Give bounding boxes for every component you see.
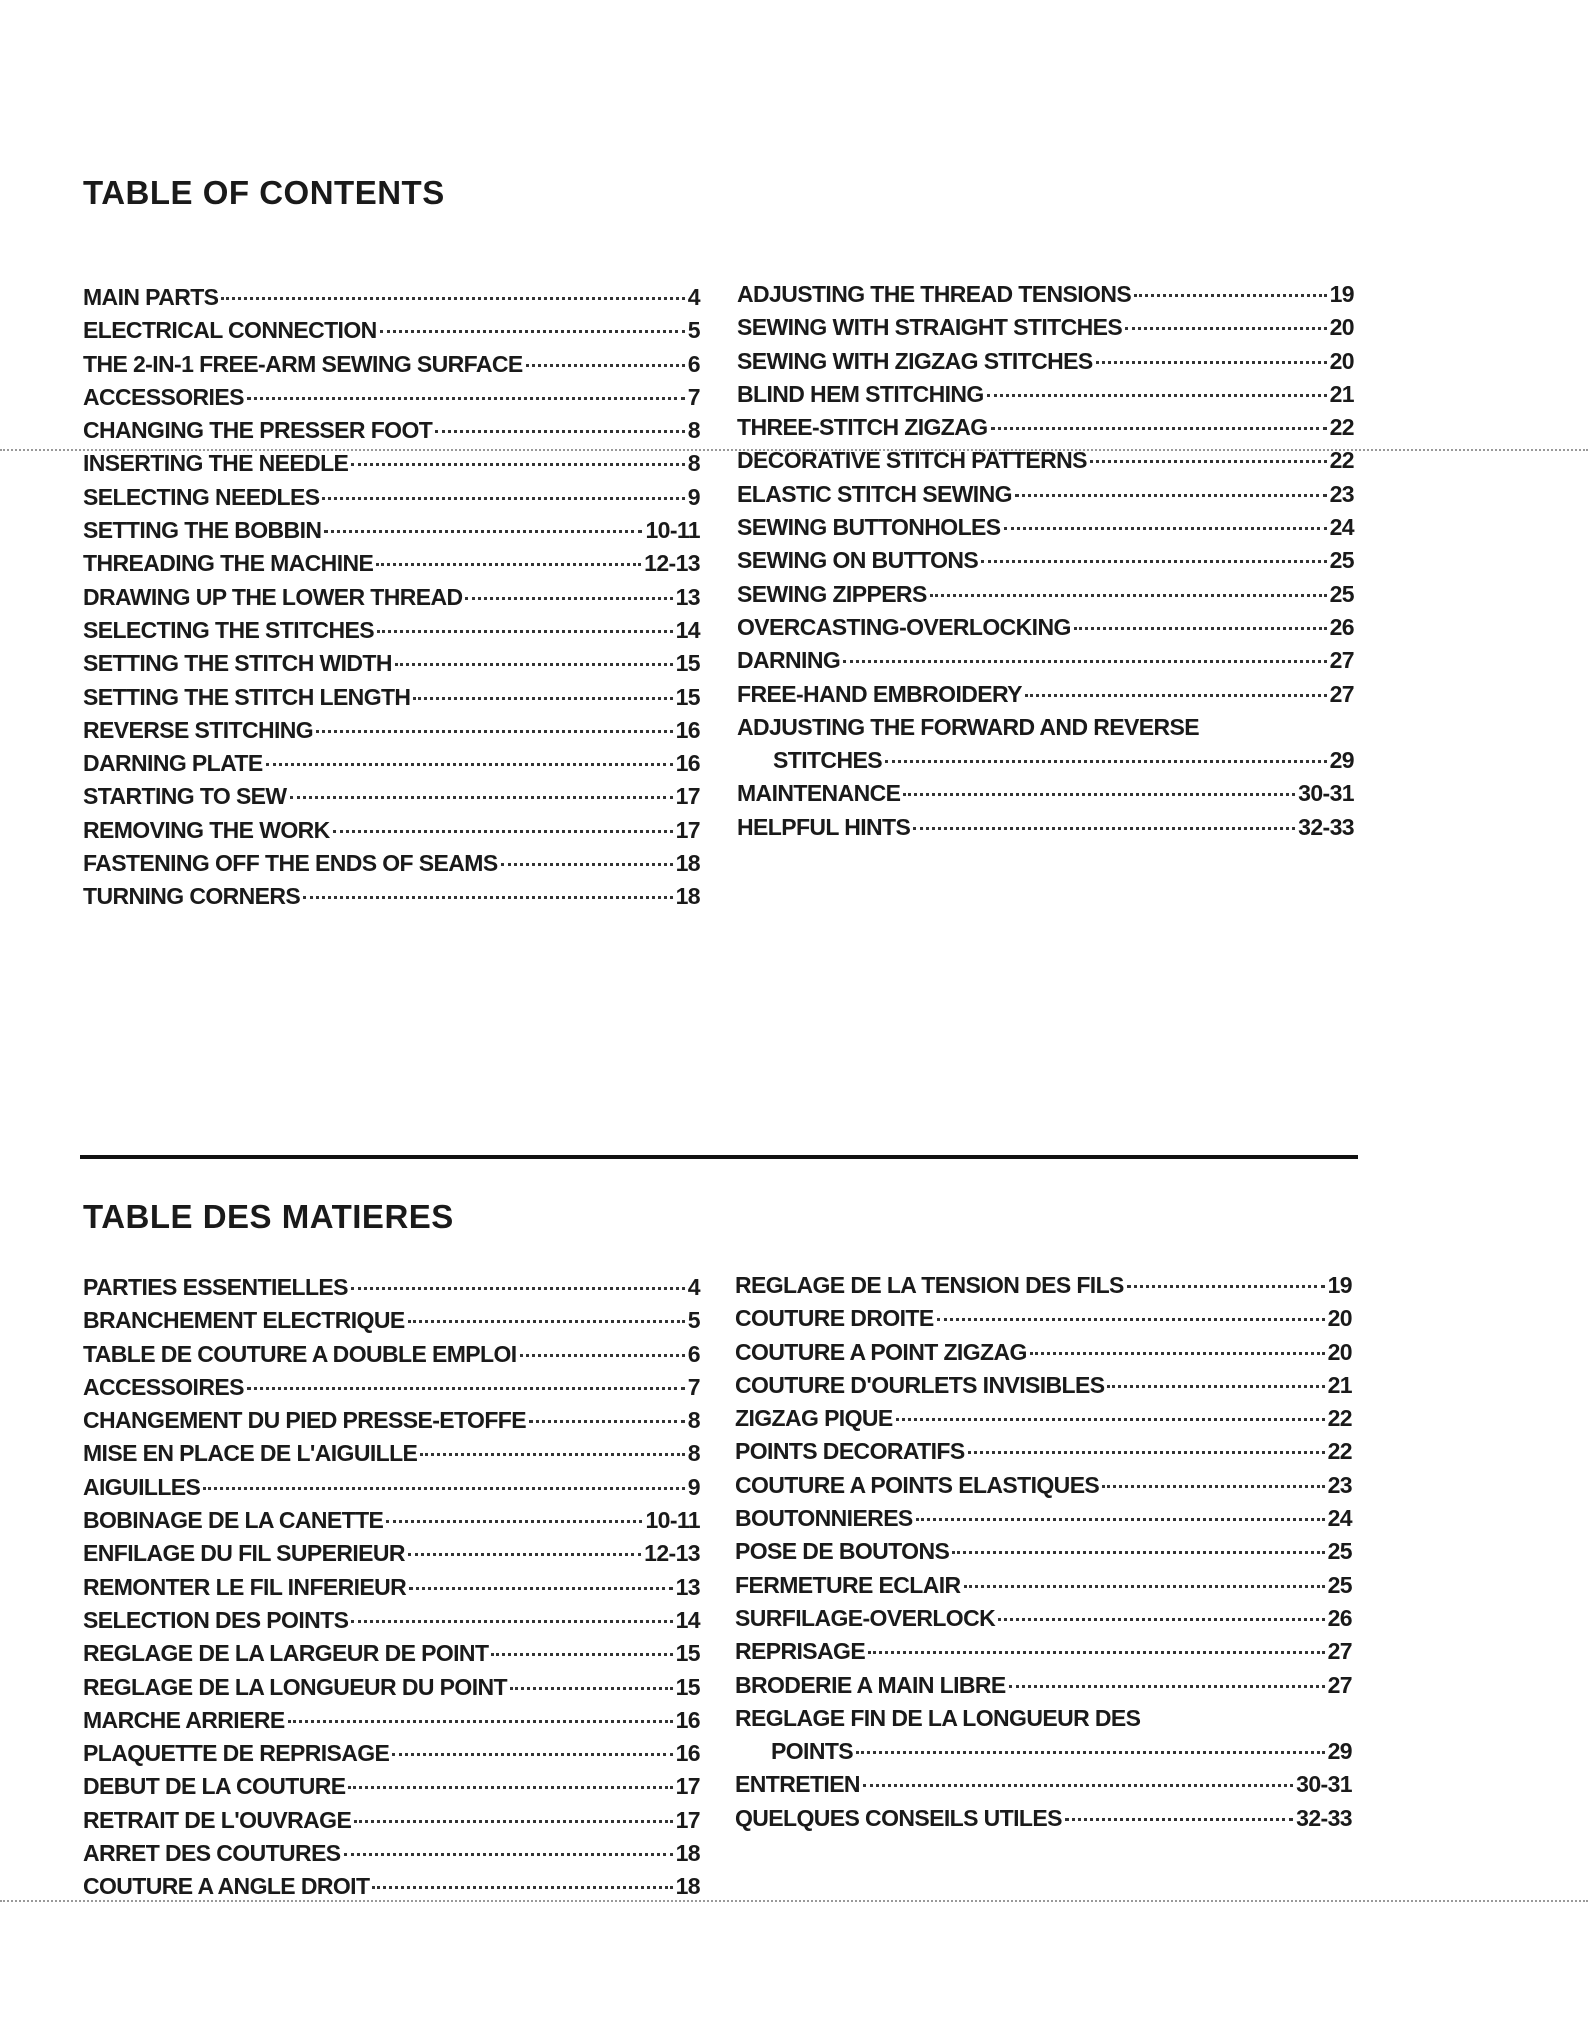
dot-leader bbox=[937, 1318, 1325, 1321]
toc-entry-page: 9 bbox=[687, 1473, 700, 1500]
dot-leader bbox=[290, 796, 673, 799]
dot-leader bbox=[386, 1520, 642, 1523]
toc-entry-page: 18 bbox=[675, 850, 700, 877]
toc-entry-page: 21 bbox=[1327, 1371, 1352, 1398]
toc-entry[interactable] bbox=[735, 1305, 1352, 1338]
toc-entry-page: 30-31 bbox=[1296, 1771, 1352, 1798]
toc-entry-page: 8 bbox=[687, 417, 700, 444]
toc-entry-label: REPRISAGE bbox=[735, 1638, 866, 1665]
toc-entry[interactable] bbox=[737, 614, 1354, 647]
dot-leader bbox=[322, 497, 684, 500]
dot-leader bbox=[930, 594, 1327, 597]
toc-entry[interactable] bbox=[735, 1272, 1352, 1305]
toc-entry[interactable] bbox=[83, 1807, 700, 1840]
toc-entry-page: 25 bbox=[1329, 547, 1354, 574]
dot-leader bbox=[991, 427, 1327, 430]
toc-entry-label: SETTING THE STITCH LENGTH bbox=[83, 683, 411, 710]
toc-entry-label: COUTURE A POINTS ELASTIQUES bbox=[735, 1471, 1100, 1498]
toc-entry-label: FERMETURE ECLAIR bbox=[735, 1571, 961, 1598]
dot-leader bbox=[916, 1518, 1325, 1521]
toc-entry[interactable] bbox=[737, 414, 1354, 447]
toc-entry-label: ACCESSOIRES bbox=[83, 1373, 244, 1400]
toc-entry-label: PLAQUETTE DE REPRISAGE bbox=[83, 1740, 390, 1767]
toc-entry-label: HELPFUL HINTS bbox=[737, 813, 911, 840]
toc-entry[interactable] bbox=[83, 1341, 700, 1374]
dot-leader bbox=[968, 1451, 1325, 1454]
toc-entry-label: SETTING THE STITCH WIDTH bbox=[83, 650, 392, 677]
toc-entry-page: 4 bbox=[687, 284, 700, 310]
dot-leader bbox=[465, 597, 672, 600]
toc-entry-label: COUTURE A ANGLE DROIT bbox=[83, 1873, 370, 1900]
toc-entry-page: 20 bbox=[1329, 314, 1354, 341]
toc-entry-label: TABLE DE COUTURE A DOUBLE EMPLOI bbox=[83, 1340, 517, 1367]
dot-leader bbox=[1127, 1285, 1325, 1288]
dot-leader bbox=[351, 1287, 685, 1290]
toc-entry-label: COUTURE A POINT ZIGZAG bbox=[735, 1338, 1027, 1365]
toc-entry[interactable] bbox=[735, 1771, 1352, 1804]
french-toc-right bbox=[735, 1272, 1352, 1838]
toc-entry[interactable] bbox=[737, 314, 1354, 347]
dot-leader bbox=[333, 830, 673, 833]
toc-entry-page: 22 bbox=[1329, 414, 1354, 441]
dot-leader bbox=[409, 1587, 672, 1590]
toc-entry-page: 12-13 bbox=[644, 550, 700, 577]
toc-entry[interactable] bbox=[735, 1438, 1352, 1471]
toc-entry[interactable] bbox=[83, 717, 700, 750]
dot-leader bbox=[1030, 1352, 1325, 1355]
section-divider bbox=[80, 1155, 1358, 1159]
english-toc-title: TABLE OF CONTENTS bbox=[83, 174, 445, 211]
toc-entry-label: BOBINAGE DE LA CANETTE bbox=[83, 1507, 384, 1534]
dot-leader bbox=[952, 1551, 1324, 1554]
toc-entry-page: 7 bbox=[687, 1373, 700, 1400]
dot-leader bbox=[987, 394, 1327, 397]
toc-entry-page: 17 bbox=[675, 816, 700, 843]
toc-entry[interactable] bbox=[735, 1339, 1352, 1372]
toc-entry[interactable] bbox=[83, 584, 700, 617]
toc-entry[interactable] bbox=[83, 1474, 700, 1507]
toc-entry-label: SEWING BUTTONHOLES bbox=[737, 514, 1001, 541]
dot-leader bbox=[316, 730, 673, 733]
toc-entry-page: 23 bbox=[1329, 480, 1354, 507]
toc-entry-label: DARNING bbox=[737, 647, 841, 674]
toc-entry-label: DEBUT DE LA COUTURE bbox=[83, 1773, 346, 1800]
toc-entry-label: FASTENING OFF THE ENDS OF SEAMS bbox=[83, 850, 498, 877]
dot-leader bbox=[903, 793, 1295, 796]
toc-entry-label: BRANCHEMENT ELECTRIQUE bbox=[83, 1307, 405, 1334]
toc-entry[interactable] bbox=[83, 550, 700, 583]
toc-entry[interactable] bbox=[83, 1540, 700, 1573]
dot-leader bbox=[413, 697, 672, 700]
toc-entry-label: MARCHE ARRIERE bbox=[83, 1706, 285, 1733]
toc-entry-page: 6 bbox=[687, 350, 700, 377]
toc-entry-page: 8 bbox=[687, 1440, 700, 1467]
dot-leader bbox=[392, 1753, 672, 1756]
french-toc-title: TABLE DES MATIERES bbox=[83, 1198, 454, 1235]
toc-entry-label: BRODERIE A MAIN LIBRE bbox=[735, 1671, 1006, 1698]
dot-leader bbox=[520, 1354, 685, 1357]
toc-entry[interactable] bbox=[737, 348, 1354, 381]
toc-entry-page: 18 bbox=[675, 883, 700, 910]
dot-leader bbox=[221, 297, 684, 300]
toc-entry-label: THREE-STITCH ZIGZAG bbox=[737, 414, 988, 441]
dot-leader bbox=[348, 1786, 672, 1789]
toc-entry-label: STITCHES bbox=[773, 747, 882, 774]
toc-entry-label: ADJUSTING THE THREAD TENSIONS bbox=[737, 281, 1132, 307]
toc-entry-page: 18 bbox=[675, 1840, 700, 1867]
toc-entry-page: 16 bbox=[675, 1740, 700, 1767]
dot-leader bbox=[1004, 527, 1327, 530]
toc-entry[interactable] bbox=[83, 1307, 700, 1340]
dot-leader bbox=[377, 630, 673, 633]
toc-entry-label: CHANGEMENT DU PIED PRESSE-ETOFFE bbox=[83, 1407, 526, 1434]
toc-entry[interactable] bbox=[83, 684, 700, 717]
toc-entry-page: 16 bbox=[675, 716, 700, 743]
toc-entry-label: MISE EN PLACE DE L'AIGUILLE bbox=[83, 1440, 418, 1467]
toc-entry-page: 27 bbox=[1329, 680, 1354, 707]
toc-entry[interactable] bbox=[83, 750, 700, 783]
toc-entry-label: SEWING ON BUTTONS bbox=[737, 547, 979, 574]
toc-entry-page: 5 bbox=[687, 317, 700, 344]
toc-entry-page: 21 bbox=[1329, 380, 1354, 407]
toc-entry[interactable] bbox=[737, 814, 1354, 847]
toc-entry-page: 17 bbox=[675, 1773, 700, 1800]
toc-entry-label: ACCESSORIES bbox=[83, 383, 244, 410]
toc-entry-page: 15 bbox=[675, 1673, 700, 1700]
toc-entry-page: 13 bbox=[675, 1573, 700, 1600]
toc-entry[interactable] bbox=[83, 1507, 700, 1540]
toc-entry-label: REGLAGE DE LA LONGUEUR DU POINT bbox=[83, 1673, 507, 1700]
toc-entry[interactable] bbox=[83, 1274, 700, 1307]
toc-entry-page: 15 bbox=[675, 650, 700, 677]
toc-entry-label: RETRAIT DE L'OUVRAGE bbox=[83, 1806, 352, 1833]
toc-entry-page: 27 bbox=[1327, 1671, 1352, 1698]
toc-entry-label: OVERCASTING-OVERLOCKING bbox=[737, 613, 1071, 640]
toc-entry-page: 20 bbox=[1329, 347, 1354, 374]
dot-leader bbox=[351, 1620, 672, 1623]
toc-entry[interactable] bbox=[83, 1440, 700, 1473]
dot-leader bbox=[372, 1886, 672, 1889]
toc-entry-page: 22 bbox=[1327, 1438, 1352, 1465]
toc-entry-label: INSERTING THE NEEDLE bbox=[83, 450, 349, 477]
toc-entry-page: 7 bbox=[687, 383, 700, 410]
toc-entry-label: REMOVING THE WORK bbox=[83, 816, 330, 843]
toc-entry-label: SEWING ZIPPERS bbox=[737, 580, 927, 607]
dot-leader bbox=[510, 1687, 673, 1690]
toc-entry[interactable] bbox=[737, 681, 1354, 714]
toc-entry-label: SELECTING NEEDLES bbox=[83, 483, 320, 510]
dot-leader bbox=[203, 1487, 685, 1490]
toc-entry[interactable] bbox=[737, 381, 1354, 414]
toc-entry-page: 19 bbox=[1329, 281, 1354, 307]
dot-leader bbox=[247, 1387, 685, 1390]
toc-entry-page: 6 bbox=[687, 1340, 700, 1367]
dot-leader bbox=[376, 563, 641, 566]
toc-entry-label: ADJUSTING THE FORWARD AND REVERSE bbox=[737, 713, 1199, 740]
toc-entry-label: THE 2-IN-1 FREE-ARM SEWING SURFACE bbox=[83, 350, 523, 377]
toc-entry-page: 23 bbox=[1327, 1471, 1352, 1498]
toc-entry-label: QUELQUES CONSEILS UTILES bbox=[735, 1804, 1062, 1831]
toc-entry-label: TURNING CORNERS bbox=[83, 883, 301, 910]
dot-leader bbox=[351, 463, 684, 466]
toc-entry-label: ENFILAGE DU FIL SUPERIEUR bbox=[83, 1540, 405, 1567]
toc-entry-label: BLIND HEM STITCHING bbox=[737, 380, 984, 407]
toc-entry-label: STARTING TO SEW bbox=[83, 783, 287, 810]
dot-leader bbox=[420, 1453, 685, 1456]
toc-entry-label: REGLAGE FIN DE LA LONGUEUR DES bbox=[735, 1704, 1141, 1731]
toc-entry-page: 13 bbox=[675, 583, 700, 610]
toc-entry-page: 32-33 bbox=[1298, 813, 1354, 840]
dot-leader bbox=[395, 663, 673, 666]
toc-entry-page: 15 bbox=[675, 683, 700, 710]
toc-entry[interactable] bbox=[83, 1773, 700, 1806]
toc-entry-label: FREE-HAND EMBROIDERY bbox=[737, 680, 1022, 707]
toc-entry[interactable] bbox=[735, 1538, 1352, 1571]
french-toc-left bbox=[83, 1274, 700, 1907]
dot-leader bbox=[435, 430, 685, 433]
toc-entry-page: 14 bbox=[675, 616, 700, 643]
toc-entry-label: ELECTRICAL CONNECTION bbox=[83, 317, 377, 344]
toc-entry-label: ZIGZAG PIQUE bbox=[735, 1405, 893, 1432]
dot-leader bbox=[408, 1553, 641, 1556]
dot-leader bbox=[1074, 627, 1327, 630]
toc-entry-label: AIGUILLES bbox=[83, 1473, 201, 1500]
dot-leader bbox=[1102, 1485, 1324, 1488]
dot-leader bbox=[1009, 1685, 1325, 1688]
toc-entry-page: 17 bbox=[675, 783, 700, 810]
toc-entry[interactable] bbox=[735, 1472, 1352, 1505]
toc-entry[interactable] bbox=[735, 1405, 1352, 1438]
toc-entry[interactable] bbox=[83, 650, 700, 683]
dot-leader bbox=[1015, 494, 1327, 497]
toc-entry[interactable] bbox=[737, 447, 1354, 480]
toc-entry[interactable] bbox=[735, 1738, 1352, 1771]
toc-entry-page: 26 bbox=[1329, 613, 1354, 640]
toc-entry[interactable] bbox=[737, 547, 1354, 580]
toc-entry[interactable] bbox=[737, 747, 1354, 780]
dot-leader bbox=[868, 1651, 1325, 1654]
dot-leader bbox=[1125, 327, 1327, 330]
toc-entry-label: SELECTING THE STITCHES bbox=[83, 616, 374, 643]
dot-leader bbox=[344, 1853, 673, 1856]
dot-leader bbox=[247, 397, 685, 400]
toc-entry-label: COUTURE D'OURLETS INVISIBLES bbox=[735, 1371, 1105, 1398]
toc-entry-page: 29 bbox=[1329, 747, 1354, 774]
toc-entry-label: SURFILAGE-OVERLOCK bbox=[735, 1604, 996, 1631]
toc-entry-page: 30-31 bbox=[1298, 780, 1354, 807]
toc-entry-page: 27 bbox=[1327, 1638, 1352, 1665]
dot-leader bbox=[303, 896, 672, 899]
toc-entry-label: PARTIES ESSENTIELLES bbox=[83, 1274, 348, 1300]
dot-leader bbox=[354, 1820, 672, 1823]
dot-leader bbox=[998, 1618, 1325, 1621]
toc-entry-page: 16 bbox=[675, 750, 700, 777]
dot-leader bbox=[1134, 294, 1327, 297]
toc-entry[interactable] bbox=[83, 1640, 700, 1673]
dot-leader bbox=[501, 863, 673, 866]
toc-entry-page: 32-33 bbox=[1296, 1804, 1352, 1831]
toc-entry-page: 22 bbox=[1329, 447, 1354, 474]
dot-leader bbox=[408, 1320, 685, 1323]
dot-leader bbox=[324, 530, 642, 533]
toc-entry-page: 15 bbox=[675, 1640, 700, 1667]
toc-entry-label: POSE DE BOUTONS bbox=[735, 1538, 950, 1565]
toc-entry-label: SEWING WITH STRAIGHT STITCHES bbox=[737, 314, 1123, 341]
toc-entry[interactable] bbox=[83, 1374, 700, 1407]
toc-entry-label: SELECTION DES POINTS bbox=[83, 1606, 349, 1633]
toc-entry-page: 24 bbox=[1327, 1505, 1352, 1532]
toc-entry-page: 27 bbox=[1329, 647, 1354, 674]
english-toc-left bbox=[83, 284, 700, 917]
toc-entry[interactable] bbox=[83, 284, 700, 317]
dot-leader bbox=[529, 1420, 685, 1423]
toc-entry-page: 22 bbox=[1327, 1405, 1352, 1432]
toc-entry[interactable] bbox=[83, 1574, 700, 1607]
toc-entry-label: THREADING THE MACHINE bbox=[83, 550, 374, 577]
toc-entry[interactable] bbox=[735, 1572, 1352, 1605]
toc-entry[interactable] bbox=[83, 817, 700, 850]
toc-entry[interactable] bbox=[83, 351, 700, 384]
dot-leader bbox=[964, 1585, 1325, 1588]
toc-entry[interactable] bbox=[737, 647, 1354, 680]
toc-entry[interactable] bbox=[83, 883, 700, 916]
toc-entry-page: 5 bbox=[687, 1307, 700, 1334]
dot-leader bbox=[913, 827, 1295, 830]
dot-leader bbox=[288, 1720, 673, 1723]
toc-entry[interactable] bbox=[83, 1674, 700, 1707]
toc-entry[interactable] bbox=[83, 783, 700, 816]
toc-entry-label: MAIN PARTS bbox=[83, 284, 219, 310]
dot-leader bbox=[491, 1653, 672, 1656]
toc-entry-label: POINTS DECORATIFS bbox=[735, 1438, 965, 1465]
dot-leader bbox=[1096, 361, 1327, 364]
toc-entry-page: 16 bbox=[675, 1706, 700, 1733]
toc-entry-label: REVERSE STITCHING bbox=[83, 716, 314, 743]
toc-entry[interactable] bbox=[735, 1805, 1352, 1838]
toc-entry[interactable] bbox=[737, 281, 1354, 314]
toc-entry-page: 12-13 bbox=[644, 1540, 700, 1567]
toc-entry-page: 9 bbox=[687, 483, 700, 510]
dot-leader bbox=[863, 1784, 1293, 1787]
toc-entry[interactable] bbox=[735, 1505, 1352, 1538]
toc-entry[interactable] bbox=[735, 1372, 1352, 1405]
dot-leader bbox=[380, 330, 685, 333]
toc-entry[interactable] bbox=[737, 780, 1354, 813]
toc-entry-label: DRAWING UP THE LOWER THREAD bbox=[83, 583, 463, 610]
toc-entry-label: POINTS bbox=[771, 1738, 854, 1765]
toc-entry-label: MAINTENANCE bbox=[737, 780, 901, 807]
toc-entry[interactable] bbox=[83, 417, 700, 450]
toc-entry-page: 18 bbox=[675, 1873, 700, 1900]
toc-entry-label: SETTING THE BOBBIN bbox=[83, 517, 322, 544]
toc-entry-page: 10-11 bbox=[645, 517, 700, 544]
toc-entry-page: 10-11 bbox=[645, 1507, 700, 1534]
dot-leader bbox=[266, 763, 673, 766]
toc-entry-page: 25 bbox=[1327, 1571, 1352, 1598]
toc-entry[interactable] bbox=[83, 1740, 700, 1773]
toc-entry-label: ELASTIC STITCH SEWING bbox=[737, 480, 1012, 507]
toc-entry-page: 24 bbox=[1329, 514, 1354, 541]
toc-entry[interactable] bbox=[735, 1672, 1352, 1705]
toc-entry-label: DARNING PLATE bbox=[83, 750, 263, 777]
toc-entry[interactable] bbox=[83, 317, 700, 350]
toc-entry[interactable] bbox=[83, 384, 700, 417]
toc-entry-label: COUTURE DROITE bbox=[735, 1305, 934, 1332]
toc-entry[interactable] bbox=[737, 514, 1354, 547]
toc-entry-label: BOUTONNIERES bbox=[735, 1505, 913, 1532]
dot-leader bbox=[981, 560, 1327, 563]
toc-entry-page: 17 bbox=[675, 1806, 700, 1833]
dot-leader bbox=[896, 1418, 1325, 1421]
dot-leader bbox=[856, 1751, 1325, 1754]
toc-entry[interactable] bbox=[83, 617, 700, 650]
toc-entry-page: 20 bbox=[1327, 1338, 1352, 1365]
dot-leader bbox=[1025, 694, 1327, 697]
toc-entry-page: 26 bbox=[1327, 1604, 1352, 1631]
toc-entry-label: ARRET DES COUTURES bbox=[83, 1840, 341, 1867]
dot-leader bbox=[885, 760, 1327, 763]
toc-entry-page: 20 bbox=[1327, 1305, 1352, 1332]
toc-entry-label: DECORATIVE STITCH PATTERNS bbox=[737, 447, 1087, 474]
toc-entry-page: 14 bbox=[675, 1606, 700, 1633]
toc-entry[interactable] bbox=[83, 1873, 700, 1906]
toc-entry-label: REMONTER LE FIL INFERIEUR bbox=[83, 1573, 407, 1600]
toc-entry[interactable] bbox=[83, 1607, 700, 1640]
toc-entry[interactable] bbox=[83, 484, 700, 517]
toc-entry-label: REGLAGE DE LA LARGEUR DE POINT bbox=[83, 1640, 489, 1667]
toc-entry[interactable] bbox=[735, 1605, 1352, 1638]
toc-entry[interactable] bbox=[735, 1638, 1352, 1671]
toc-entry-page: 25 bbox=[1327, 1538, 1352, 1565]
toc-entry-label: REGLAGE DE LA TENSION DES FILS bbox=[735, 1272, 1124, 1298]
toc-entry-label: CHANGING THE PRESSER FOOT bbox=[83, 417, 433, 444]
toc-entry-page: 4 bbox=[687, 1274, 700, 1300]
dot-leader bbox=[1065, 1818, 1293, 1821]
toc-entry-page: 8 bbox=[687, 450, 700, 477]
dot-leader bbox=[1107, 1385, 1324, 1388]
toc-entry[interactable] bbox=[737, 481, 1354, 514]
toc-entry-page: 25 bbox=[1329, 580, 1354, 607]
toc-entry[interactable] bbox=[83, 1407, 700, 1440]
toc-entry[interactable] bbox=[83, 850, 700, 883]
toc-entry-label: SEWING WITH ZIGZAG STITCHES bbox=[737, 347, 1093, 374]
dot-leader bbox=[1090, 460, 1327, 463]
dot-leader bbox=[526, 364, 685, 367]
toc-entry[interactable] bbox=[83, 517, 700, 550]
toc-entry-page: 29 bbox=[1327, 1738, 1352, 1765]
dot-leader bbox=[843, 660, 1326, 663]
toc-entry-label: ENTRETIEN bbox=[735, 1771, 860, 1798]
toc-entry-page: 8 bbox=[687, 1407, 700, 1434]
toc-entry-page: 19 bbox=[1327, 1272, 1352, 1298]
toc-entry[interactable] bbox=[83, 450, 700, 483]
toc-entry[interactable] bbox=[83, 1840, 700, 1873]
toc-entry[interactable] bbox=[737, 581, 1354, 614]
toc-entry[interactable] bbox=[83, 1707, 700, 1740]
english-toc-right bbox=[737, 281, 1354, 847]
